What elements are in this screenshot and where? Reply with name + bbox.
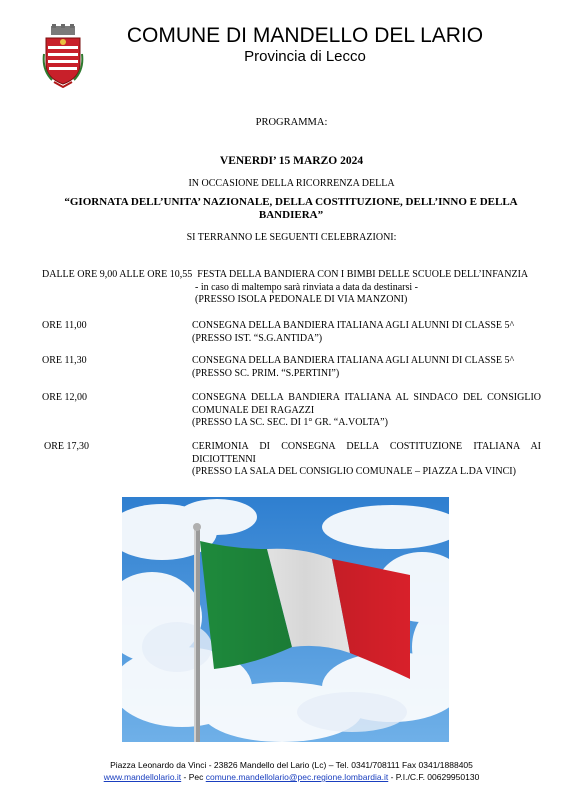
celebration-name: “GIORNATA DELL’UNITA’ NAZIONALE, DELLA COSTITUZIONE, DELL’INNO E DELLA BANDIERA” [64, 196, 518, 221]
schedule-details [192, 355, 541, 380]
schedule-place: (PRESSO ISOLA PEDONALE DI VIA MANZONI) [195, 294, 408, 305]
footer-address: Piazza Leonardo da Vinci - 23826 Mandello del Lario (Lc) – Tel. 0341/708111 Fax 0341/1888405 [110, 760, 473, 770]
schedule-place: (PRESSO LA SC. SEC. DI 1° GR. “A.VOLTA”) [192, 417, 388, 428]
schedule-description: CONSEGNA DELLA BANDIERA ITALIANA AGLI ALUNNI DI CLASSE 5^ [192, 320, 515, 331]
schedule-row-main [42, 269, 542, 282]
schedule-details [192, 441, 541, 479]
schedule-description: FESTA DELLA BANDIERA CON I BIMBI DELLE SCUOLE DELL’INFANZIA [197, 269, 529, 280]
schedule-description: CERIMONIA DI CONSEGNA DELLA COSTITUZIONE ITALIANA AI DICIOTTENNI [192, 441, 541, 465]
schedule-description: CONSEGNA DELLA BANDIERA ITALIANA AGLI ALUNNI DI CLASSE 5^ [192, 355, 515, 366]
occasion-text: IN OCCASIONE DELLA RICORRENZA DELLA [188, 178, 395, 189]
schedule-details [192, 320, 541, 345]
page-title: COMUNE DI MANDELLO DEL LARIO [126, 24, 484, 47]
schedule-description: CONSEGNA DELLA BANDIERA ITALIANA AL SINDACO DEL CONSIGLIO COMUNALE DEI RAGAZZI [192, 392, 541, 416]
schedule-place: (PRESSO IST. “S.G.ANTIDA”) [192, 332, 323, 344]
schedule-place: (PRESSO LA SALA DEL CONSIGLIO COMUNALE – PIAZZA L.DA VINCI) [192, 466, 516, 477]
footer-contacts [0, 772, 583, 783]
schedule-place: (PRESSO SC. PRIM. “S.PERTINI”) [192, 367, 340, 379]
italian-flag-photo [122, 497, 449, 742]
pec-email-link[interactable]: comune.mandellolario@pec.regione.lombardia.it [205, 772, 389, 782]
page-subtitle: Provincia di Lecco [244, 48, 366, 65]
event-date: VENERDI’ 15 MARZO 2024 [219, 155, 364, 167]
schedule-time: ORE 17,30 [44, 441, 89, 452]
schedule-note: - in caso di maltempo sarà rinviata a data da destinarsi - [195, 281, 418, 293]
celebrations-intro: SI TERRANNO LE SEGUENTI CELEBRAZIONI: [186, 232, 397, 243]
schedule-time: ORE 11,30 [42, 355, 87, 366]
tax-code: - P.I./C.F. 00629950130 [388, 772, 480, 782]
schedule-row [42, 269, 542, 307]
schedule-time: DALLE ORE 9,00 ALLE ORE 10,55 [42, 269, 193, 280]
programma-label: PROGRAMMA: [255, 117, 328, 128]
schedule-time: ORE 11,00 [42, 320, 87, 331]
website-link[interactable]: www.mandellolario.it [103, 772, 182, 782]
municipal-crest-icon [42, 24, 84, 88]
schedule-details [192, 392, 541, 430]
pec-label: - Pec [181, 772, 206, 782]
schedule-time: ORE 12,00 [42, 392, 87, 403]
